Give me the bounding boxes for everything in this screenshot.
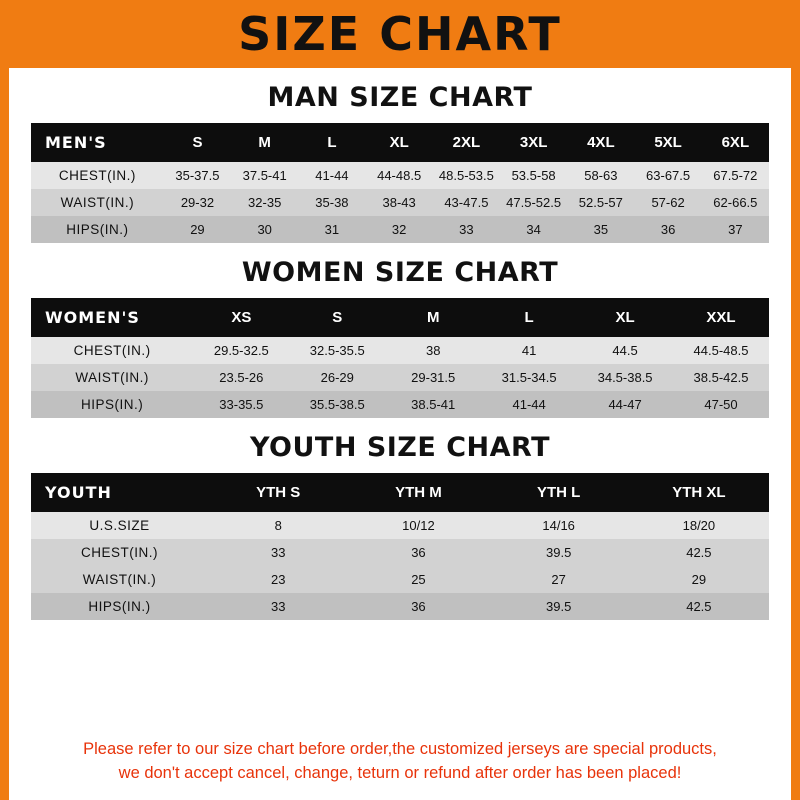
men-row-label-chest: CHEST(IN.) [31, 162, 164, 189]
table-cell: 44.5 [577, 337, 673, 364]
women-header-s: S [289, 298, 385, 337]
table-cell: 35.5-38.5 [289, 391, 385, 418]
table-cell: 36 [348, 539, 488, 566]
table-cell: 42.5 [629, 593, 769, 620]
table-cell: 36 [348, 593, 488, 620]
table-cell: 41 [481, 337, 577, 364]
women-table-head [31, 298, 769, 337]
women-size-section [9, 257, 791, 418]
men-header-m: M [231, 123, 298, 162]
youth-row-label-ussize: U.S.SIZE [31, 512, 208, 539]
table-cell: 35 [567, 216, 634, 243]
youth-header-m: YTH M [348, 473, 488, 512]
table-cell: 32-35 [231, 189, 298, 216]
men-header-5xl: 5XL [634, 123, 701, 162]
table-cell: 47-50 [673, 391, 769, 418]
table-cell: 43-47.5 [433, 189, 500, 216]
table-cell: 35-37.5 [164, 162, 231, 189]
table-cell: 52.5-57 [567, 189, 634, 216]
table-cell: 31 [298, 216, 365, 243]
table-row [31, 593, 769, 620]
women-size-table [31, 298, 769, 418]
men-header-3xl: 3XL [500, 123, 567, 162]
youth-header-s: YTH S [208, 473, 348, 512]
table-cell: 14/16 [489, 512, 629, 539]
men-row-label-waist: WAIST(IN.) [31, 189, 164, 216]
table-cell: 38.5-41 [385, 391, 481, 418]
table-cell: 32.5-35.5 [289, 337, 385, 364]
table-cell: 29.5-32.5 [193, 337, 289, 364]
women-row-label-waist: WAIST(IN.) [31, 364, 193, 391]
table-cell: 58-63 [567, 162, 634, 189]
table-row [31, 337, 769, 364]
notice-line-1: Please refer to our size chart before order,the customized jerseys are special products, [83, 740, 717, 759]
women-header-label: WOMEN'S [31, 298, 193, 337]
table-cell: 38.5-42.5 [673, 364, 769, 391]
table-row [31, 512, 769, 539]
men-header-2xl: 2XL [433, 123, 500, 162]
men-table-head [31, 123, 769, 162]
women-section-title: WOMEN SIZE CHART [241, 257, 559, 288]
men-header-6xl: 6XL [702, 123, 769, 162]
table-row [31, 189, 769, 216]
table-cell: 33 [208, 593, 348, 620]
table-cell: 29 [629, 566, 769, 593]
table-cell: 57-62 [634, 189, 701, 216]
youth-size-table [31, 473, 769, 620]
table-row [31, 216, 769, 243]
men-row-label-hips: HIPS(IN.) [31, 216, 164, 243]
men-size-section [9, 82, 791, 243]
table-cell: 36 [634, 216, 701, 243]
men-header-xl: XL [366, 123, 433, 162]
table-cell: 29-31.5 [385, 364, 481, 391]
youth-row-label-chest: CHEST(IN.) [31, 539, 208, 566]
youth-header-label: YOUTH [31, 473, 208, 512]
page-banner [0, 0, 800, 68]
table-cell: 38 [385, 337, 481, 364]
table-cell: 44-47 [577, 391, 673, 418]
men-header-s: S [164, 123, 231, 162]
women-header-xxl: XXL [673, 298, 769, 337]
youth-header-xl: YTH XL [629, 473, 769, 512]
table-cell: 53.5-58 [500, 162, 567, 189]
youth-row-label-hips: HIPS(IN.) [31, 593, 208, 620]
table-cell: 10/12 [348, 512, 488, 539]
women-table-body [31, 337, 769, 418]
table-cell: 48.5-53.5 [433, 162, 500, 189]
table-cell: 44-48.5 [366, 162, 433, 189]
table-cell: 41-44 [481, 391, 577, 418]
table-header-row [31, 473, 769, 512]
page-title: SIZE CHART [238, 7, 562, 61]
women-row-label-hips: HIPS(IN.) [31, 391, 193, 418]
women-header-m: M [385, 298, 481, 337]
table-cell: 39.5 [489, 539, 629, 566]
table-cell: 30 [231, 216, 298, 243]
table-cell: 37 [702, 216, 769, 243]
table-header-row [31, 123, 769, 162]
table-cell: 63-67.5 [634, 162, 701, 189]
table-row [31, 364, 769, 391]
youth-row-label-waist: WAIST(IN.) [31, 566, 208, 593]
table-cell: 44.5-48.5 [673, 337, 769, 364]
table-cell: 27 [489, 566, 629, 593]
table-cell: 29-32 [164, 189, 231, 216]
table-cell: 67.5-72 [702, 162, 769, 189]
table-cell: 37.5-41 [231, 162, 298, 189]
table-cell: 47.5-52.5 [500, 189, 567, 216]
table-cell: 23.5-26 [193, 364, 289, 391]
table-row [31, 391, 769, 418]
men-size-table [31, 123, 769, 243]
table-cell: 33 [208, 539, 348, 566]
youth-section-title: YOUTH SIZE CHART [249, 432, 551, 463]
table-cell: 23 [208, 566, 348, 593]
women-header-xl: XL [577, 298, 673, 337]
table-header-row [31, 298, 769, 337]
table-cell: 33-35.5 [193, 391, 289, 418]
women-row-label-chest: CHEST(IN.) [31, 337, 193, 364]
youth-table-body [31, 512, 769, 620]
table-row [31, 539, 769, 566]
table-cell: 31.5-34.5 [481, 364, 577, 391]
youth-size-section [9, 432, 791, 620]
men-table-body [31, 162, 769, 243]
men-header-label: MEN'S [31, 123, 164, 162]
table-cell: 34.5-38.5 [577, 364, 673, 391]
women-header-l: L [481, 298, 577, 337]
table-cell: 41-44 [298, 162, 365, 189]
table-cell: 35-38 [298, 189, 365, 216]
table-cell: 34 [500, 216, 567, 243]
table-cell: 32 [366, 216, 433, 243]
notice-line-2: we don't accept cancel, change, teturn or refund after order has been placed! [118, 764, 682, 783]
table-cell: 8 [208, 512, 348, 539]
table-cell: 18/20 [629, 512, 769, 539]
order-policy-notice [9, 738, 791, 786]
table-cell: 38-43 [366, 189, 433, 216]
table-row [31, 566, 769, 593]
table-cell: 29 [164, 216, 231, 243]
men-header-l: L [298, 123, 365, 162]
table-cell: 42.5 [629, 539, 769, 566]
women-header-xs: XS [193, 298, 289, 337]
youth-table-head [31, 473, 769, 512]
youth-header-l: YTH L [489, 473, 629, 512]
table-cell: 39.5 [489, 593, 629, 620]
men-section-title: MAN SIZE CHART [267, 82, 533, 113]
table-cell: 62-66.5 [702, 189, 769, 216]
men-header-4xl: 4XL [567, 123, 634, 162]
table-cell: 25 [348, 566, 488, 593]
table-cell: 33 [433, 216, 500, 243]
table-cell: 26-29 [289, 364, 385, 391]
table-row [31, 162, 769, 189]
